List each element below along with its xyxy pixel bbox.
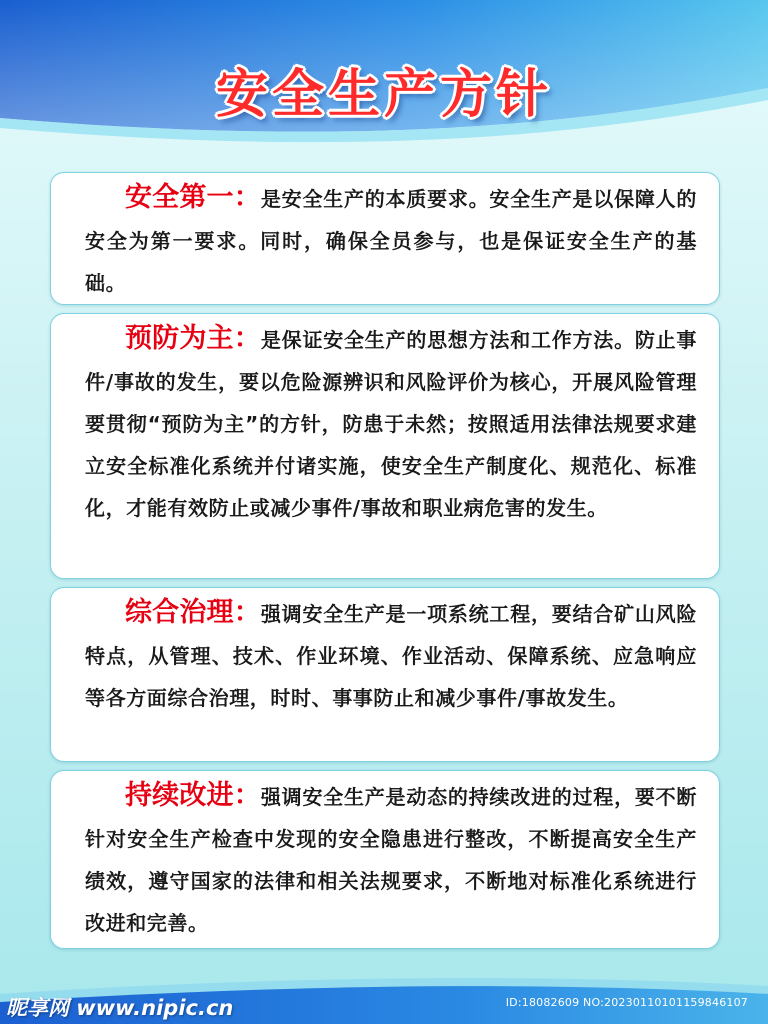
section-body: 强调安全生产是动态的持续改进的过程，要不断针对安全生产检查中发现的安全隐患进行整改，不断提高安全生产绩效，遵守国家的法律和相关法规要求，不断地对标准化系统进行改进和完善。 xyxy=(85,785,698,935)
section-heading: 综合治理： xyxy=(125,597,261,628)
section-heading: 持续改进： xyxy=(125,780,261,811)
section-paragraph xyxy=(85,592,697,719)
section-card-prevention-first xyxy=(50,313,720,579)
watermark-logo: 昵享网 www.nipic.cn xyxy=(6,996,234,1020)
watermark-id: ID:18082609 NO:20230110101159846107 xyxy=(505,996,748,1009)
section-card-continuous-improvement xyxy=(50,770,720,949)
section-heading: 安全第一： xyxy=(125,182,261,213)
section-paragraph xyxy=(85,775,697,944)
section-paragraph xyxy=(85,177,697,304)
page-title: 安全生产方针 xyxy=(215,65,552,125)
section-heading: 预防为主： xyxy=(125,323,261,354)
section-paragraph xyxy=(85,318,697,529)
section-body: 是安全生产的本质要求。安全生产是以保障人的安全为第一要求。同时，确保全员参与，也是保证安全生产的基础。 xyxy=(85,187,698,295)
section-body: 强调安全生产是一项系统工程，要结合矿山风险特点，从管理、技术、作业环境、作业活动、保障系统、应急响应等各方面综合治理，时时、事事防止和减少事件/事故发生。 xyxy=(85,602,698,710)
section-card-safety-first xyxy=(50,172,720,305)
section-card-comprehensive-governance xyxy=(50,587,720,762)
section-body: 是保证安全生产的思想方法和工作方法。防止事件/事故的发生，要以危险源辨识和风险评价为核心，开展风险管理要贯彻“预防为主”的方针，防患于未然；按照适用法律法规要求建立安全标准化系统并付诸实施，使安全生产制度化、规范化、标准化，才能有效防止或减少事件/事故和职业病危害的发生。 xyxy=(85,328,698,520)
